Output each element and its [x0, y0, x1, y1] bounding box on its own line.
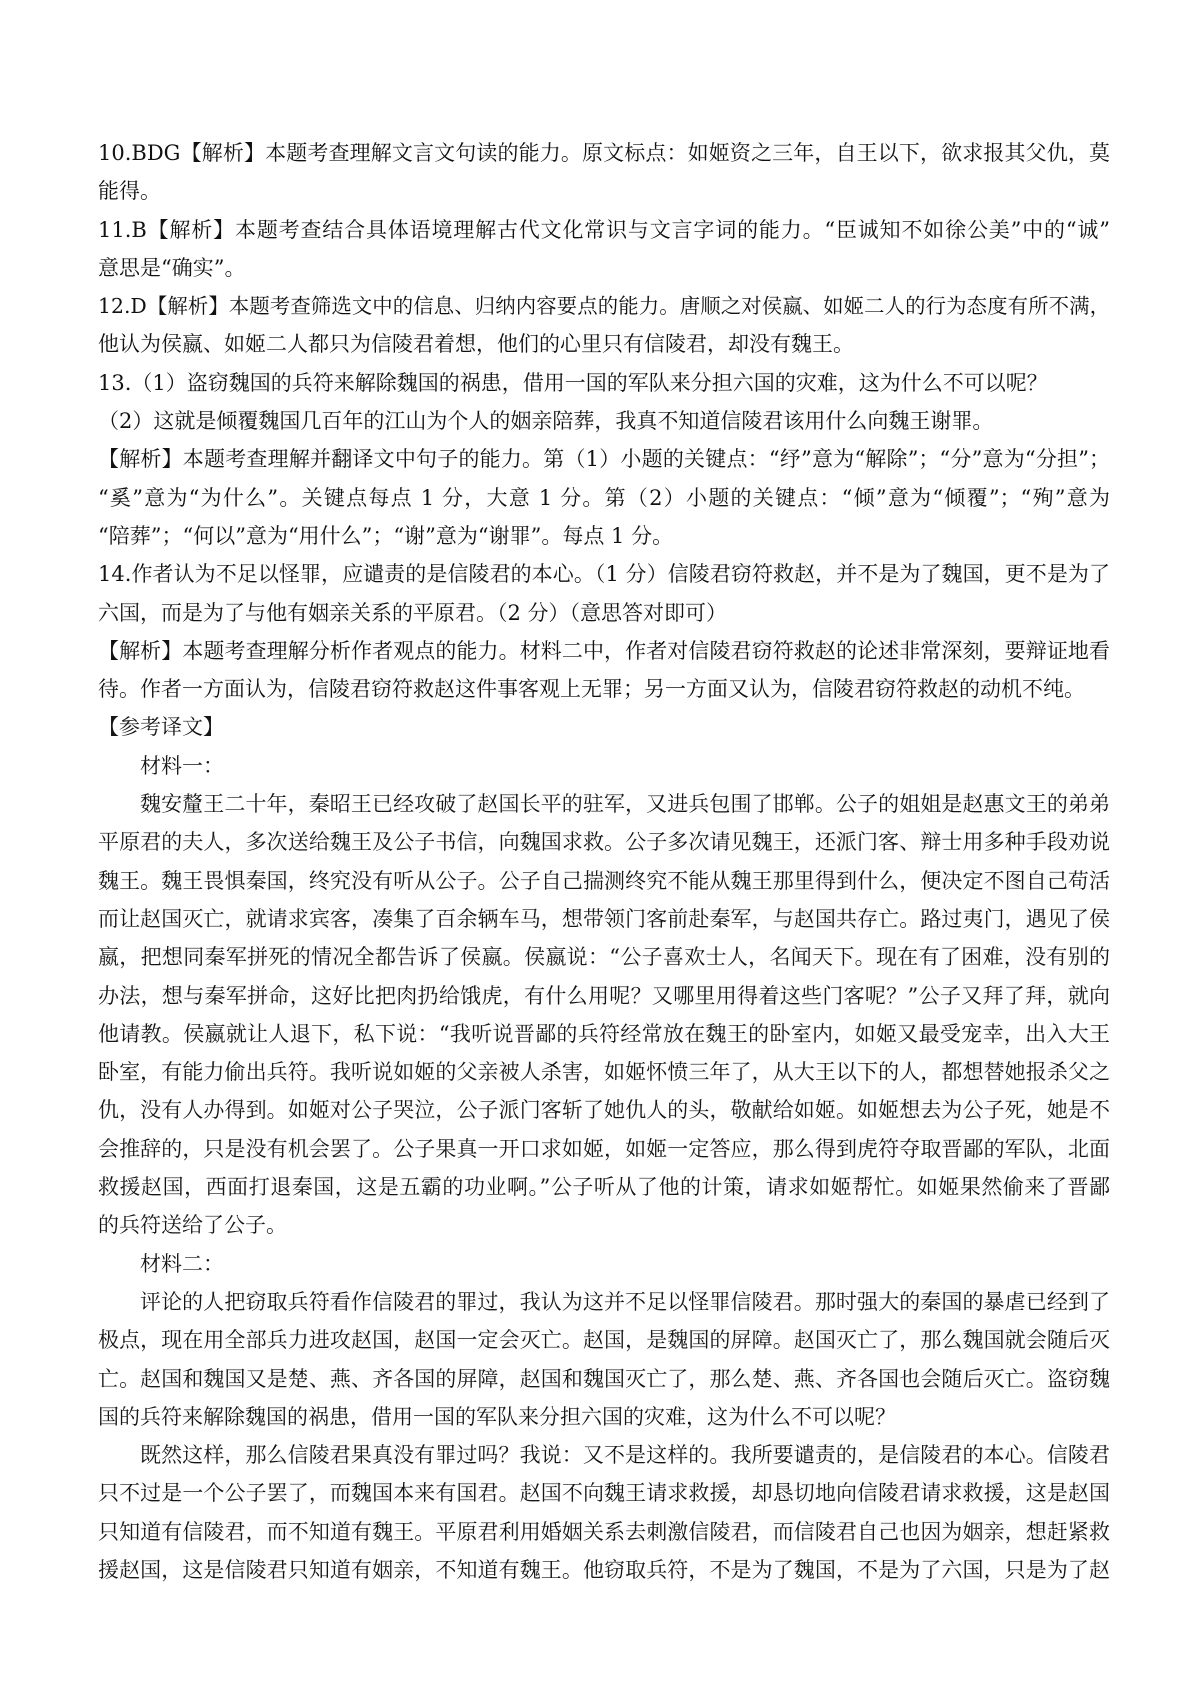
translation-line: 他请教。侯嬴就让人退下，私下说：“我听说晋鄙的兵符经常放在魏王的卧室内，如姬又最受宠幸，出入大王 [98, 1021, 1110, 1046]
reference-translation-section [98, 708, 1110, 1589]
translation-line: 国的兵符来解除魏国的祸患，借用一国的军队来分担六国的灾难，这为什么不可以呢？ [98, 1404, 896, 1429]
material-2-paragraph [98, 1283, 1110, 1436]
answer-line: “奚”意为“为什么”。关键点每点 1 分，大意 1 分。第（2）小题的关键点：“倾”意为“倾覆”；“殉”意为 [98, 485, 1110, 510]
translation-line: 平原君的夫人，多次送给魏王及公子书信，向魏国求救。公子多次请见魏王，还派门客、辩士用多种手段劝说 [98, 830, 1110, 855]
answer-line: 14.作者认为不足以怪罪，应谴责的是信陵君的本心。（1 分）信陵君窃符救赵，并不是为了魏国，更不是为了 [98, 562, 1110, 587]
translation-line: 魏王。魏王畏惧秦国，终究没有听从公子。公子自己揣测终究不能从魏王那里得到什么，便决定不图自己苟活 [98, 868, 1110, 893]
translation-line: 既然这样，那么信陵君果真没有罪过吗？我说：又不是这样的。我所要谴责的，是信陵君的本心。信陵君 [140, 1443, 1110, 1468]
answer-13-analysis [98, 440, 1110, 555]
answer-10 [98, 134, 1110, 211]
translation-line: 魏安釐王二十年，秦昭王已经攻破了赵国长平的驻军，又进兵包围了邯郸。公子的姐姐是赵惠文王的弟弟 [140, 792, 1110, 817]
answer-line: 意思是“确实”。 [98, 255, 246, 280]
answer-13-part-1 [98, 364, 1110, 402]
material-1-paragraph [98, 785, 1110, 1245]
material-2-label: 材料二： [140, 1251, 224, 1276]
translation-line: 仇，没有人办得到。如姬对公子哭泣，公子派门客斩了她仇人的头，敬献给如姬。如姬想去为公子死，她是不 [98, 1098, 1110, 1123]
reference-translation-heading: 【参考译文】 [98, 715, 224, 740]
answer-line: 待。作者一方面认为，信陵君窃符救赵这件事客观上无罪；另一方面又认为，信陵君窃符救赵的动机不纯。 [98, 677, 1085, 702]
translation-line: 亡。赵国和魏国又是楚、燕、齐各国的屏障，赵国和魏国灭亡了，那么楚、燕、齐各国也会随后灭亡。盗窃魏 [98, 1366, 1110, 1391]
answer-14 [98, 555, 1110, 632]
answer-line: 10.BDG【解析】本题考查理解文言文句读的能力。原文标点：如姬资之三年，自王以下，欲求报其父仇，莫 [98, 141, 1110, 165]
translation-line: 只知道有信陵君，而不知道有魏王。平原君利用婚姻关系去刺激信陵君，而信陵君自己也因为姻亲，想赶紧救 [98, 1519, 1110, 1544]
answer-line: 他认为侯嬴、如姬二人都只为信陵君着想，他们的心里只有信陵君，却没有魏王。 [98, 332, 854, 357]
translation-line: 卧室，有能力偷出兵符。我听说如姬的父亲被人杀害，如姬怀愤三年了，从大王以下的人，都想替她报杀父之 [98, 1060, 1110, 1085]
translation-line: 援赵国，这是信陵君只知道有姻亲，不知道有魏王。他窃取兵符，不是为了魏国，不是为了六国，只是为了赵 [98, 1557, 1110, 1582]
answer-11 [98, 211, 1110, 288]
material-1-label: 材料一： [140, 753, 224, 778]
translation-line: 极点，现在用全部兵力进攻赵国，赵国一定会灭亡。赵国，是魏国的屏障。赵国灭亡了，那么魏国就会随后灭 [98, 1328, 1110, 1353]
answer-13-part-2 [98, 402, 1110, 440]
translation-line: 嬴，把想同秦军拼死的情况全都告诉了侯嬴。侯嬴说：“公子喜欢士人，名闻天下。现在有了困难，没有别的 [98, 945, 1110, 970]
answer-section [98, 134, 1110, 708]
answer-line: “陪葬”；“何以”意为“用什么”；“谢”意为“谢罪”。每点 1 分。 [98, 523, 674, 548]
answer-line: 能得。 [98, 179, 161, 204]
translation-line: 办法，想与秦军拼命，这好比把肉扔给饿虎，有什么用呢？又哪里用得着这些门客呢？”公子又拜了拜，就向 [98, 983, 1110, 1008]
answer-line: （2）这就是倾覆魏国几百年的江山为个人的姻亲陪葬，我真不知道信陵君该用什么向魏王谢罪。 [98, 409, 994, 434]
answer-line: 13.（1）盗窃魏国的兵符来解除魏国的祸患，借用一国的军队来分担六国的灾难，这为什么不可以呢？ [98, 370, 1048, 395]
translation-line: 评论的人把窃取兵符看作信陵君的罪过，我认为这并不足以怪罪信陵君。那时强大的秦国的暴虐已经到了 [140, 1289, 1110, 1314]
translation-line: 的兵符送给了公子。 [98, 1213, 287, 1238]
answer-14-analysis [98, 632, 1110, 709]
answer-line: 12.D【解析】本题考查筛选文中的信息、归纳内容要点的能力。唐顺之对侯嬴、如姬二人的行为态度有所不满， [98, 294, 1110, 319]
answer-line: 【解析】本题考查理解分析作者观点的能力。材料二中，作者对信陵君窃符救赵的论述非常深刻，要辩证地看 [98, 638, 1110, 663]
answer-line: 11.B【解析】本题考查结合具体语境理解古代文化常识与文言字词的能力。“臣诚知不如徐公美”中的“诚” [98, 217, 1110, 242]
answer-line: 六国，而是为了与他有姻亲关系的平原君。（2 分）（意思答对即可） [98, 600, 728, 625]
translation-line: 会推辞的，只是没有机会罢了。公子果真一开口求如姬，如姬一定答应，那么得到虎符夺取晋鄙的军队，北面 [98, 1136, 1110, 1161]
material-2-paragraph [98, 1436, 1110, 1589]
answer-line: 【解析】本题考查理解并翻译文中句子的能力。第（1）小题的关键点：“纾”意为“解除”；“分”意为“分担”； [98, 447, 1110, 472]
translation-line: 只不过是一个公子罢了，而魏国本来有国君。赵国不向魏王请求救援，却恳切地向信陵君请求救援，这是赵国 [98, 1481, 1110, 1506]
translation-line: 而让赵国灭亡，就请求宾客，凑集了百余辆车马，想带领门客前赴秦军，与赵国共存亡。路过夷门，遇见了侯 [98, 906, 1110, 931]
answer-12 [98, 287, 1110, 364]
translation-line: 救援赵国，西面打退秦国，这是五霸的功业啊。”公子听从了他的计策，请求如姬帮忙。如姬果然偷来了晋鄙 [98, 1175, 1110, 1200]
